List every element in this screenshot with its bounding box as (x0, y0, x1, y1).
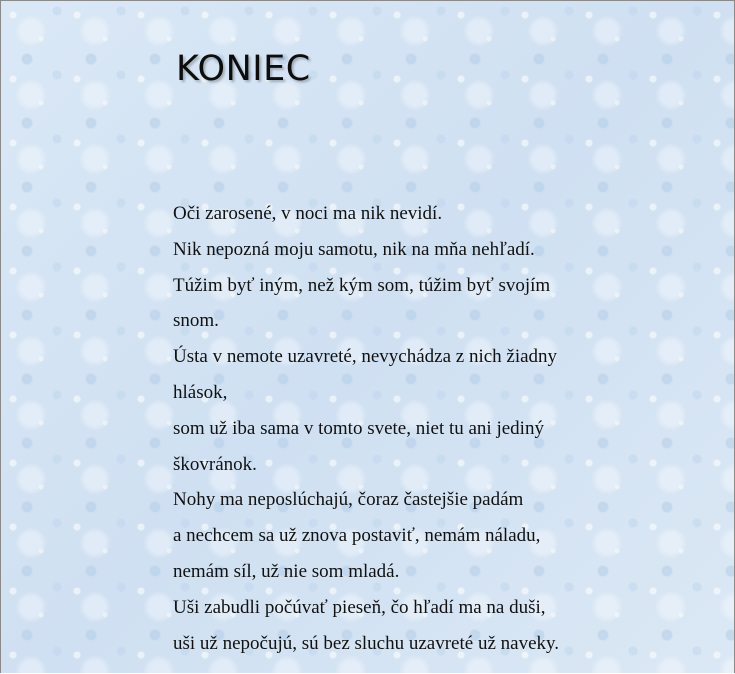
poem-line: Nik nepozná moju samotu, nik na mňa nehľadí. (173, 238, 535, 260)
poem-title: KONIEC (176, 49, 311, 89)
poem-line: hlások, (173, 381, 228, 403)
poem-line: uši už nepočujú, sú bez sluchu uzavreté už naveky. (173, 632, 560, 654)
poem-line: som už iba sama v tomto svete, niet tu ani jediný (173, 417, 544, 439)
poem-line: nemám síl, už nie som mladá. (173, 560, 400, 582)
poem-line: Oči zarosené, v noci ma nik nevidí. (173, 203, 443, 224)
poem-line: Túžim byť iným, než kým som, túžim byť svojím (173, 274, 551, 296)
poem-line: snom. (173, 310, 219, 332)
poem-line: a nechcem sa už znova postaviť, nemám náladu, (173, 525, 541, 547)
poem-line: škovránok. (173, 453, 257, 475)
poem-line: Ústa v nemote uzavreté, nevychádza z nich žiadny (173, 346, 558, 368)
poem-line: Uši zabudli počúvať pieseň, čo hľadí ma na duši, (173, 596, 546, 618)
poem-line: Nohy ma neposlúchajú, čoraz častejšie padám (173, 489, 524, 511)
poem-text (173, 196, 613, 661)
